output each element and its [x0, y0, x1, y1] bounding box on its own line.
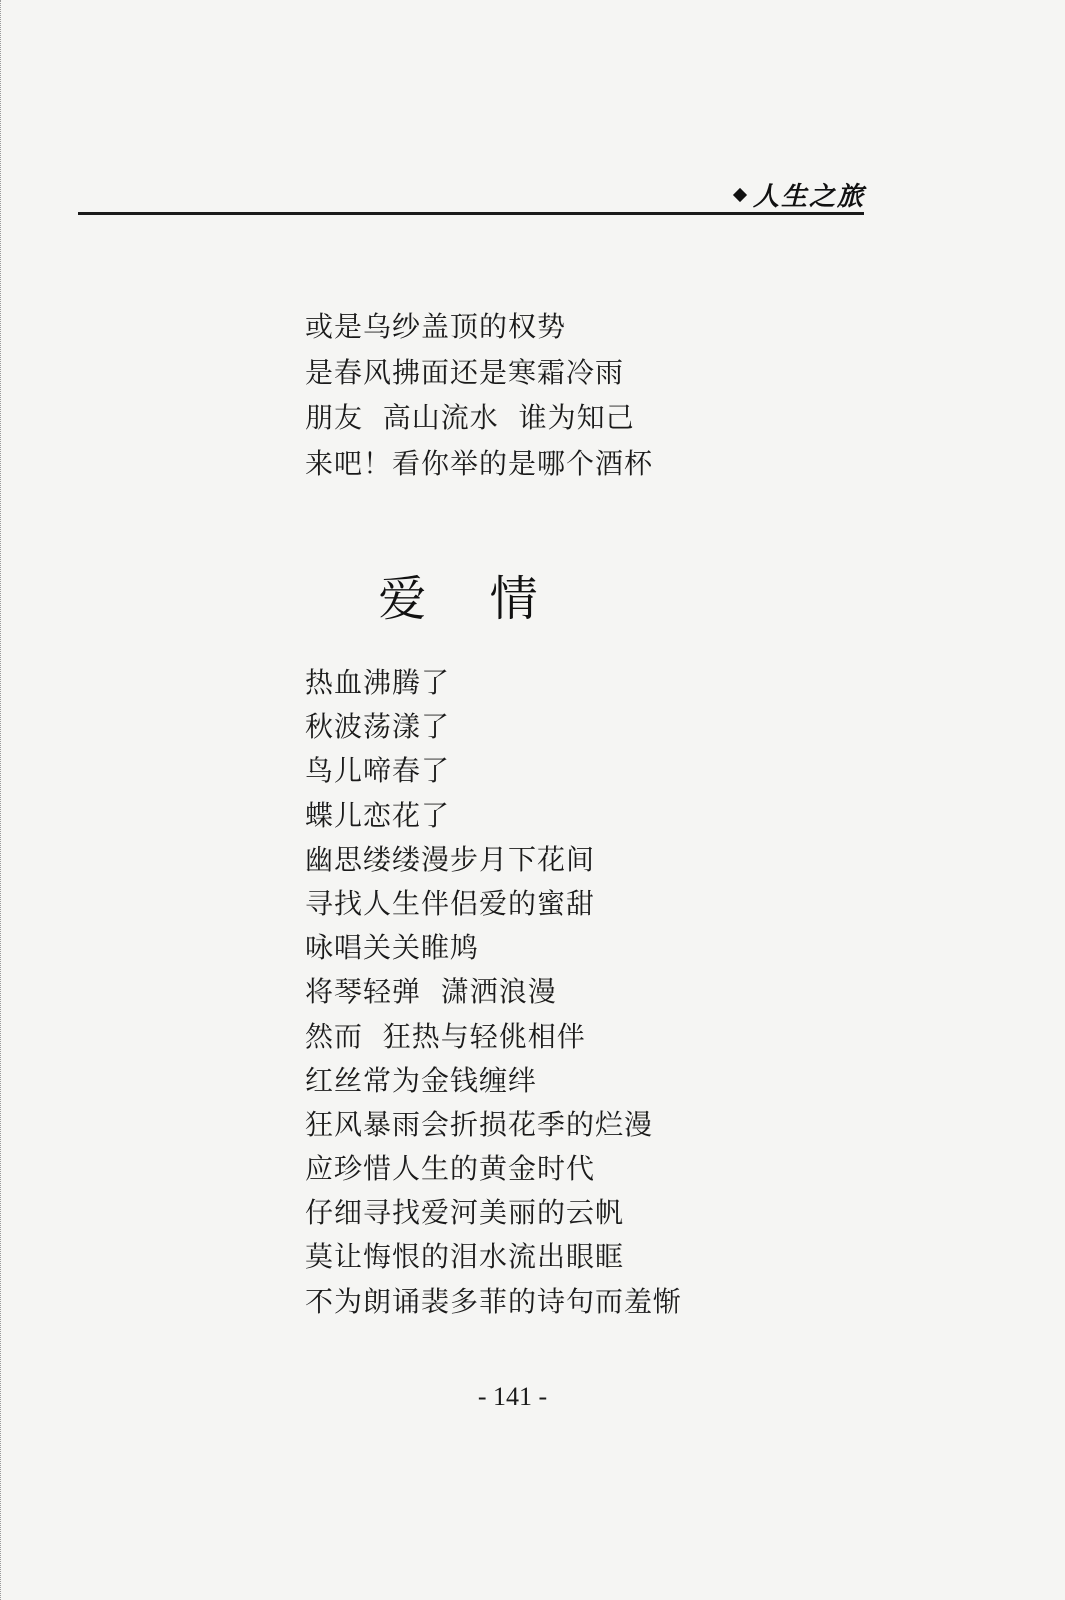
poem-line: 然而 狂热与轻佻相伴 [305, 1019, 586, 1053]
diamond-bullet-icon [733, 188, 747, 202]
poem-line: 秋波荡漾了 [305, 710, 451, 744]
running-title: 人生之旅 [752, 182, 865, 212]
poem-body [305, 661, 682, 1324]
page-number: - 141 - [477, 1382, 548, 1411]
poem-line: 来吧！看你举的是哪个酒杯 [305, 446, 654, 480]
poem-title: 爱 情 [378, 571, 562, 627]
poem-line: 是春风拂面还是寒霜冷雨 [305, 355, 625, 389]
poem-line: 蝶儿恋花了 [305, 798, 451, 832]
poem-line: 寻找人生伴侣爱的蜜甜 [305, 886, 596, 920]
poem-line: 仔细寻找爱河美丽的云帆 [305, 1196, 625, 1230]
poem-line: 鸟儿啼春了 [305, 754, 451, 788]
poem-line: 不为朗诵裴多菲的诗句而羞惭 [305, 1284, 683, 1318]
poem-line: 幽思缕缕漫步月下花间 [305, 842, 596, 876]
poem-line: 莫让悔恨的泪水流出眼眶 [305, 1240, 625, 1274]
page-edge [0, 0, 7, 1600]
header-rule [78, 212, 864, 215]
poem-line: 热血沸腾了 [305, 666, 451, 699]
poem-line: 咏唱关关睢鸠 [305, 931, 480, 965]
poem-line: 狂风暴雨会折损花季的烂漫 [305, 1107, 654, 1141]
poem-line: 红丝常为金钱缠绊 [305, 1063, 538, 1097]
poem-line: 将琴轻弹 潇洒浪漫 [305, 975, 557, 1009]
poem-line: 朋友 高山流水 谁为知己 [305, 401, 635, 434]
poem-line: 或是乌纱盖顶的权势 [305, 310, 567, 343]
running-header [735, 176, 865, 213]
previous-poem-ending [305, 304, 653, 486]
poem-line: 应珍惜人生的黄金时代 [305, 1152, 596, 1186]
